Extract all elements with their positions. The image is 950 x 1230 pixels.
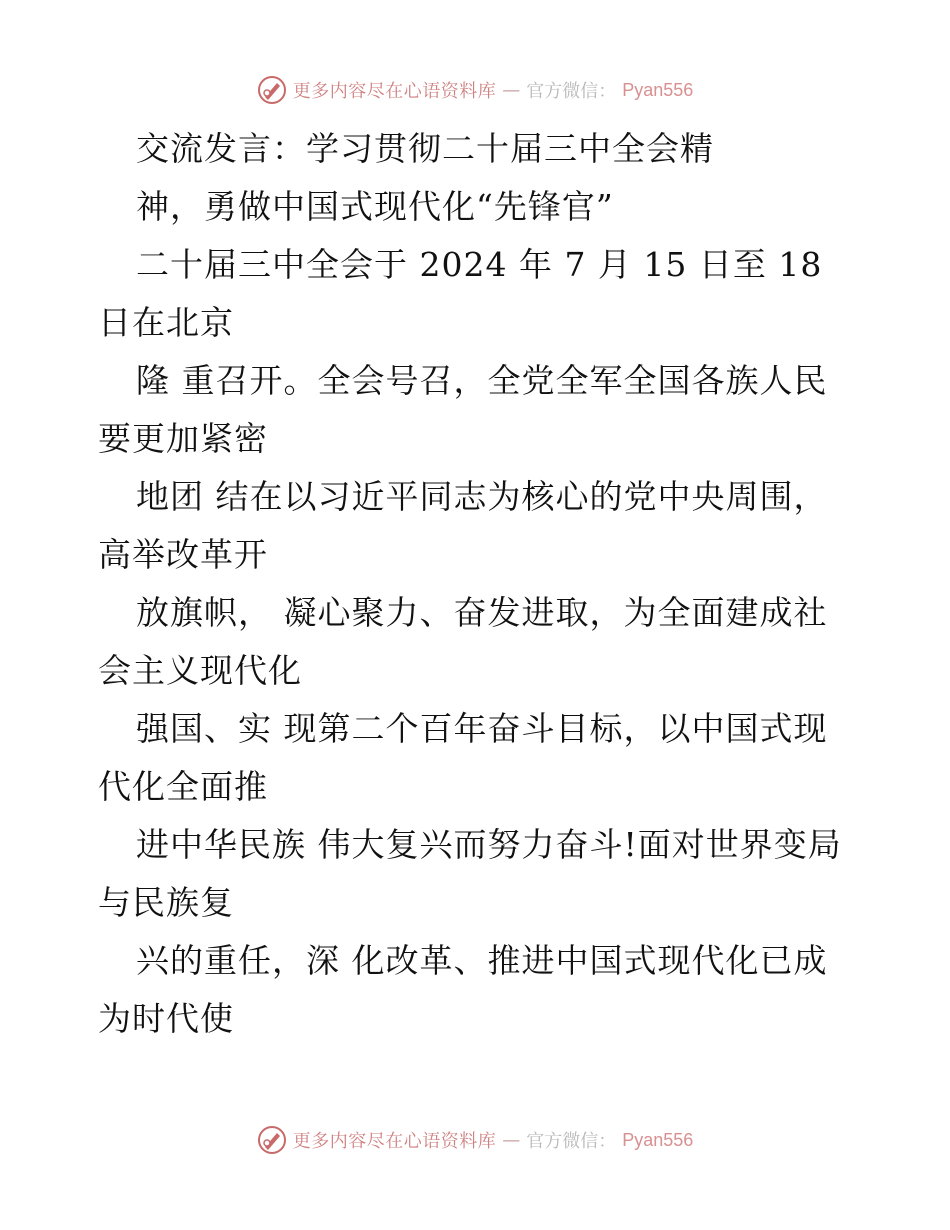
watermark-site: 更多内容尽在心语资料库	[292, 1131, 497, 1152]
paragraph-line: 兴的重任，深 化改革、推进中国式现代化已成	[136, 941, 828, 980]
paragraph-line: 与民族复	[98, 883, 234, 922]
paragraph-line: 要更加紧密	[98, 419, 268, 458]
watermark-separator: —	[502, 79, 521, 101]
pen-logo-icon	[257, 1125, 287, 1155]
paragraph-line: 隆 重召开。全会号召，全党全军全国各族人民	[136, 361, 828, 400]
watermark-separator: —	[502, 1129, 521, 1151]
watermark-account: Pyan556	[622, 79, 694, 100]
watermark-footer	[0, 1120, 950, 1160]
paragraph-line: 地团 结在以习近平同志为核心的党中央周围，	[136, 477, 828, 516]
paragraph-line: 放旗帜， 凝心聚力、奋发进取，为全面建成社	[136, 593, 828, 632]
watermark-site: 更多内容尽在心语资料库	[292, 81, 497, 102]
document-body	[98, 120, 858, 1048]
paragraph-line: 为时代使	[98, 999, 234, 1038]
paragraph-line: 进中华民族 伟大复兴而努力奋斗!面对世界变局	[136, 825, 842, 864]
paragraph-line: 日在北京	[98, 303, 234, 342]
title-line-1: 交流发言：学习贯彻二十届三中全会精	[136, 129, 714, 168]
watermark-header	[0, 70, 950, 110]
paragraph-line: 代化全面推	[98, 767, 268, 806]
watermark-label: 官方微信：	[526, 1131, 617, 1152]
paragraph-line: 强国、实 现第二个百年奋斗目标，以中国式现	[136, 709, 828, 748]
watermark-label: 官方微信：	[526, 81, 617, 102]
paragraph-line: 二十届三中全会于 2024 年 7 月 15 日至 18	[136, 245, 823, 284]
title-line-2: 神，勇做中国式现代化“先锋官”	[136, 187, 614, 226]
paragraph-line: 会主义现代化	[98, 651, 302, 690]
paragraph-line: 高举改革开	[98, 535, 268, 574]
pen-logo-icon	[257, 75, 287, 105]
watermark-account: Pyan556	[622, 1129, 694, 1150]
